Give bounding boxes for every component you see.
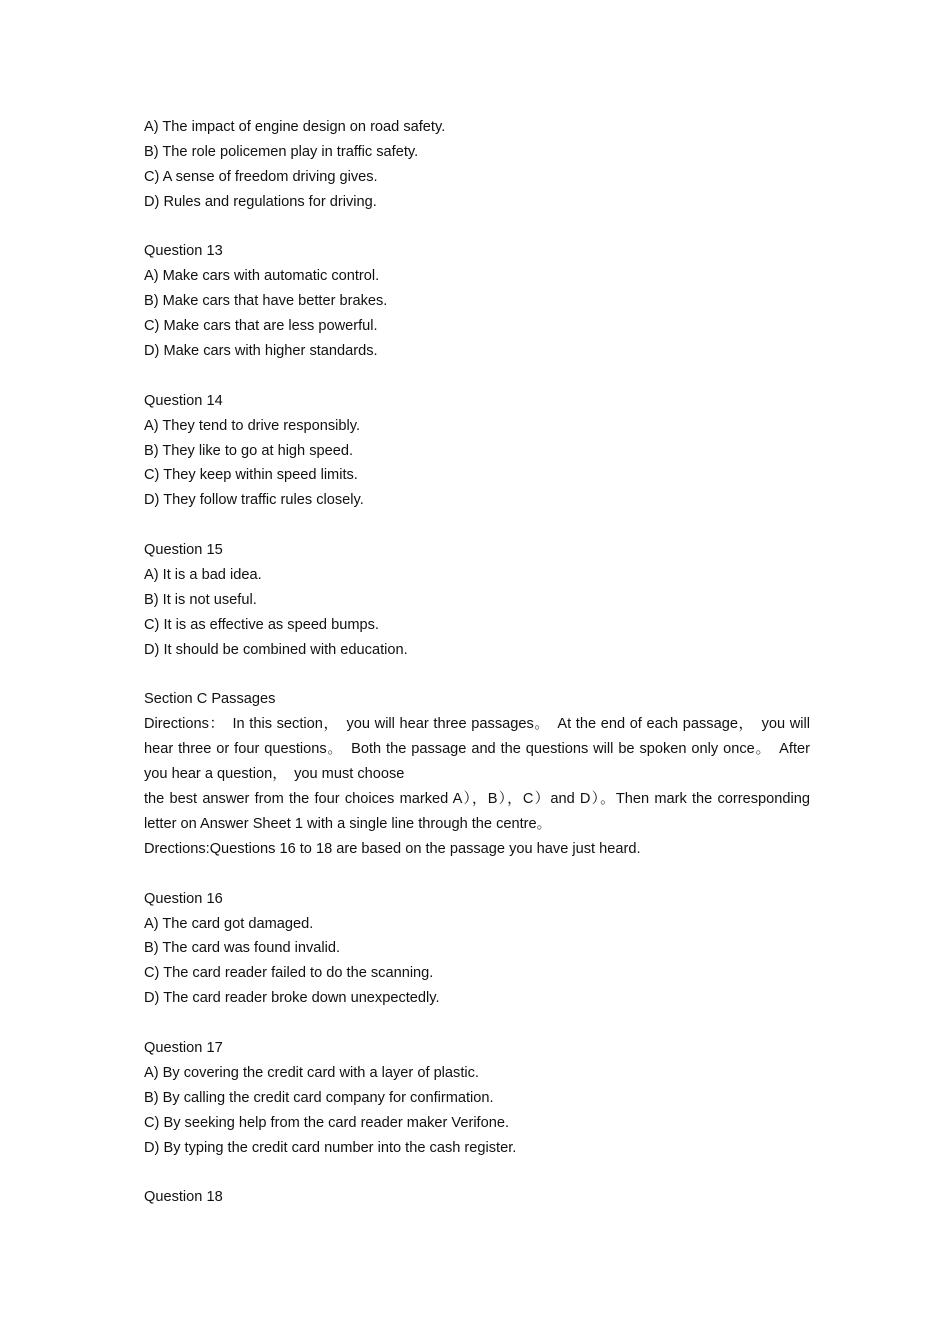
spacer: [144, 862, 810, 887]
spacer: [144, 513, 810, 538]
q14-option-d: D) They follow traffic rules closely.: [144, 492, 364, 509]
question-17: [144, 1036, 810, 1160]
section-c-directions-3: Drections:Questions 16 to 18 are based on the passage you have just heard.: [144, 840, 641, 857]
q12-option-b: B) The role policemen play in traffic safety.: [144, 143, 419, 160]
q14-option-b: B) They like to go at high speed.: [144, 442, 354, 459]
section-c-directions-1: Directions： In this section， you will hear three passages。 At the end of each passage， you will hear three or four questions。 Both the passage and the questions will be spoken only once。 After you hear a question， you must choose: [144, 716, 810, 783]
q12-option-c: C) A sense of freedom driving gives.: [144, 168, 378, 185]
question-14: [144, 389, 810, 513]
q16-title: Question 16: [144, 890, 223, 907]
question-15: [144, 538, 810, 662]
q17-option-a: A) By covering the credit card with a layer of plastic.: [144, 1064, 479, 1081]
q16-option-d: D) The card reader broke down unexpectedly.: [144, 990, 440, 1007]
q13-option-a: A) Make cars with automatic control.: [144, 268, 380, 285]
question-12-options: [144, 115, 810, 215]
q15-option-d: D) It should be combined with education.: [144, 641, 408, 658]
q15-option-b: B) It is not useful.: [144, 591, 257, 608]
q13-option-d: D) Make cars with higher standards.: [144, 343, 378, 360]
q15-option-a: A) It is a bad idea.: [144, 567, 262, 584]
q13-title: Question 13: [144, 243, 223, 260]
q14-option-c: C) They keep within speed limits.: [144, 467, 358, 484]
q15-title: Question 15: [144, 542, 223, 559]
section-c-heading: Section C Passages: [144, 691, 276, 708]
question-18: [144, 1185, 810, 1210]
q13-option-b: B) Make cars that have better brakes.: [144, 293, 388, 310]
q12-option-a: A) The impact of engine design on road safety.: [144, 119, 446, 135]
q12-option-d: D) Rules and regulations for driving.: [144, 193, 377, 210]
section-c-directions-2: the best answer from the four choices marked A），B），C）and D）。Then mark the corresponding letter on Answer Sheet 1 with a single line through the centre。: [144, 791, 810, 832]
spacer: [144, 215, 810, 240]
q16-option-c: C) The card reader failed to do the scanning.: [144, 965, 434, 982]
q17-title: Question 17: [144, 1040, 223, 1057]
q17-option-c: C) By seeking help from the card reader maker Verifone.: [144, 1114, 510, 1131]
q14-title: Question 14: [144, 392, 223, 409]
document-page: [144, 115, 810, 1210]
q14-option-a: A) They tend to drive responsibly.: [144, 417, 361, 434]
question-16: [144, 887, 810, 1011]
question-13: [144, 239, 810, 363]
q17-option-d: D) By typing the credit card number into the cash register.: [144, 1139, 517, 1156]
spacer: [144, 364, 810, 389]
section-c: [144, 687, 810, 861]
q13-option-c: C) Make cars that are less powerful.: [144, 318, 378, 335]
q17-option-b: B) By calling the credit card company for confirmation.: [144, 1089, 494, 1106]
spacer: [144, 1011, 810, 1036]
q16-option-b: B) The card was found invalid.: [144, 940, 341, 957]
q16-option-a: A) The card got damaged.: [144, 915, 314, 932]
q18-title: Question 18: [144, 1189, 223, 1206]
spacer: [144, 663, 810, 688]
spacer: [144, 1160, 810, 1185]
q15-option-c: C) It is as effective as speed bumps.: [144, 616, 379, 633]
